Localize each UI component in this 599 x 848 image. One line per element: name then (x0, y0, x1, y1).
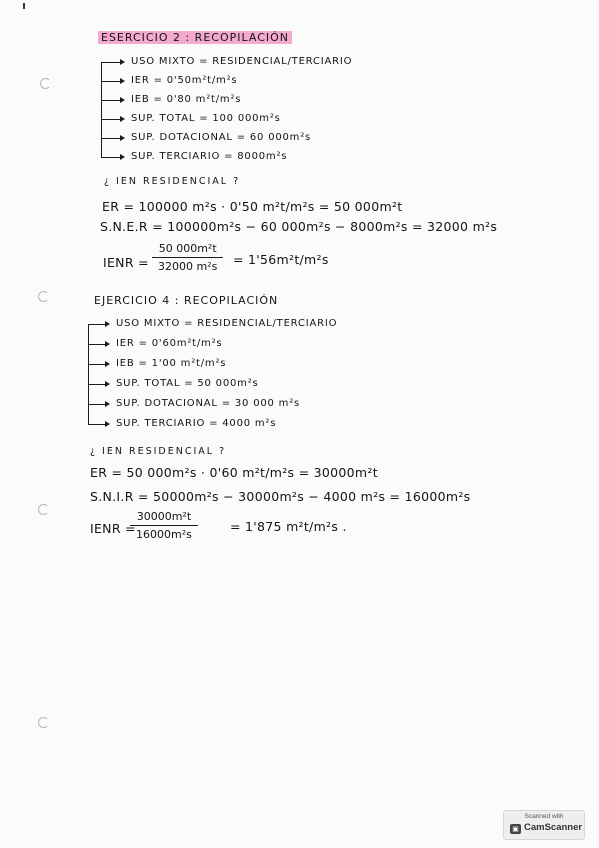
arrow-icon (105, 401, 110, 407)
exercise2-result: = 1'56m²t/m²s (233, 252, 329, 267)
punch-hole-2 (38, 291, 49, 302)
exercise2-branch (101, 138, 121, 139)
exercise2-item-dotacional: SUP. DOTACIONAL = 60 000m²s (131, 132, 312, 143)
exercise4-branch (88, 364, 106, 365)
exercise2-fraction (152, 242, 223, 273)
exercise2-branch (101, 119, 121, 120)
arrow-icon (105, 321, 110, 327)
arrow-icon (105, 341, 110, 347)
exercise4-item-dotacional: SUP. DOTACIONAL = 30 000 m²s (116, 398, 301, 409)
exercise2-tree-line (101, 62, 102, 157)
exercise2-title-text: ESERCICIO 2 : RECOPILACIÓN (98, 31, 292, 44)
arrow-icon (105, 361, 110, 367)
exercise4-fraction-numerator: 30000m²t (136, 510, 192, 523)
camscanner-brand: CamScanner (524, 822, 583, 833)
exercise2-item-terciario: SUP. TERCIARIO = 8000m²s (131, 151, 288, 162)
exercise4-branch (88, 384, 106, 385)
punch-hole-3 (38, 504, 49, 515)
camscanner-badge (503, 810, 585, 840)
exercise4-item-total: SUP. TOTAL = 50 000m²s (116, 378, 259, 389)
exercise4-fraction-denominator: 16000m²s (130, 525, 198, 541)
ink-mark (23, 3, 25, 9)
arrow-icon (120, 135, 125, 141)
exercise2-fraction-denominator: 32000 m²s (152, 257, 223, 273)
camscanner-logo-icon: ▣ (510, 824, 521, 834)
arrow-icon (120, 97, 125, 103)
exercise4-equation-snir: S.N.I.R = 50000m²s − 30000m²s − 4000 m²s = 16000m²s (90, 489, 471, 504)
exercise2-item-total: SUP. TOTAL = 100 000m²s (131, 113, 281, 124)
exercise4-branch (88, 324, 106, 325)
exercise4-question: ¿ IEN RESIDENCIAL ? (90, 446, 227, 457)
exercise2-title (98, 31, 292, 44)
arrow-icon (120, 78, 125, 84)
exercise2-ienr-label: IENR = (103, 255, 149, 270)
exercise2-branch (101, 81, 121, 82)
exercise4-branch (88, 344, 106, 345)
exercise4-item-ier: IER = 0'60m²t/m²s (116, 338, 223, 349)
exercise2-question: ¿ IEN RESIDENCIAL ? (104, 176, 241, 187)
exercise4-item-terciario: SUP. TERCIARIO = 4000 m²s (116, 418, 277, 429)
arrow-icon (120, 59, 125, 65)
exercise2-item-uso: USO MIXTO = RESIDENCIAL/TERCIARIO (131, 56, 353, 67)
scanned-with-caption: Scanned with (524, 813, 564, 820)
arrow-icon (120, 154, 125, 160)
exercise4-fraction (130, 510, 198, 541)
exercise4-tree-line (88, 324, 89, 425)
exercise4-item-ieb: IEB = 1'00 m²t/m²s (116, 358, 227, 369)
exercise2-branch (101, 100, 121, 101)
exercise2-branch (101, 62, 121, 63)
exercise4-branch (88, 424, 106, 425)
exercise2-equation-sner: S.N.E.R = 100000m²s − 60 000m²s − 8000m²s = 32000 m²s (100, 219, 498, 234)
arrow-icon (105, 381, 110, 387)
arrow-icon (105, 421, 110, 427)
exercise4-equation-er: ER = 50 000m²s · 0'60 m²t/m²s = 30000m²t (90, 465, 378, 480)
exercise4-branch (88, 404, 106, 405)
exercise4-item-uso: USO MIXTO = RESIDENCIAL/TERCIARIO (116, 318, 338, 329)
punch-hole-1 (40, 78, 51, 89)
exercise2-item-ier: IER = 0'50m²t/m²s (131, 75, 238, 86)
exercise2-equation-er: ER = 100000 m²s · 0'50 m²t/m²s = 50 000m²t (102, 199, 403, 214)
exercise2-branch (101, 157, 121, 158)
exercise2-fraction-numerator: 50 000m²t (158, 242, 217, 255)
exercise4-title: EJERCICIO 4 : RECOPILACIÓN (94, 294, 279, 307)
exercise4-result: = 1'875 m²t/m²s . (230, 519, 347, 534)
arrow-icon (120, 116, 125, 122)
exercise4-ienr-label: IENR = (90, 521, 136, 536)
exercise2-item-ieb: IEB = 0'80 m²t/m²s (131, 94, 242, 105)
punch-hole-4 (38, 717, 49, 728)
